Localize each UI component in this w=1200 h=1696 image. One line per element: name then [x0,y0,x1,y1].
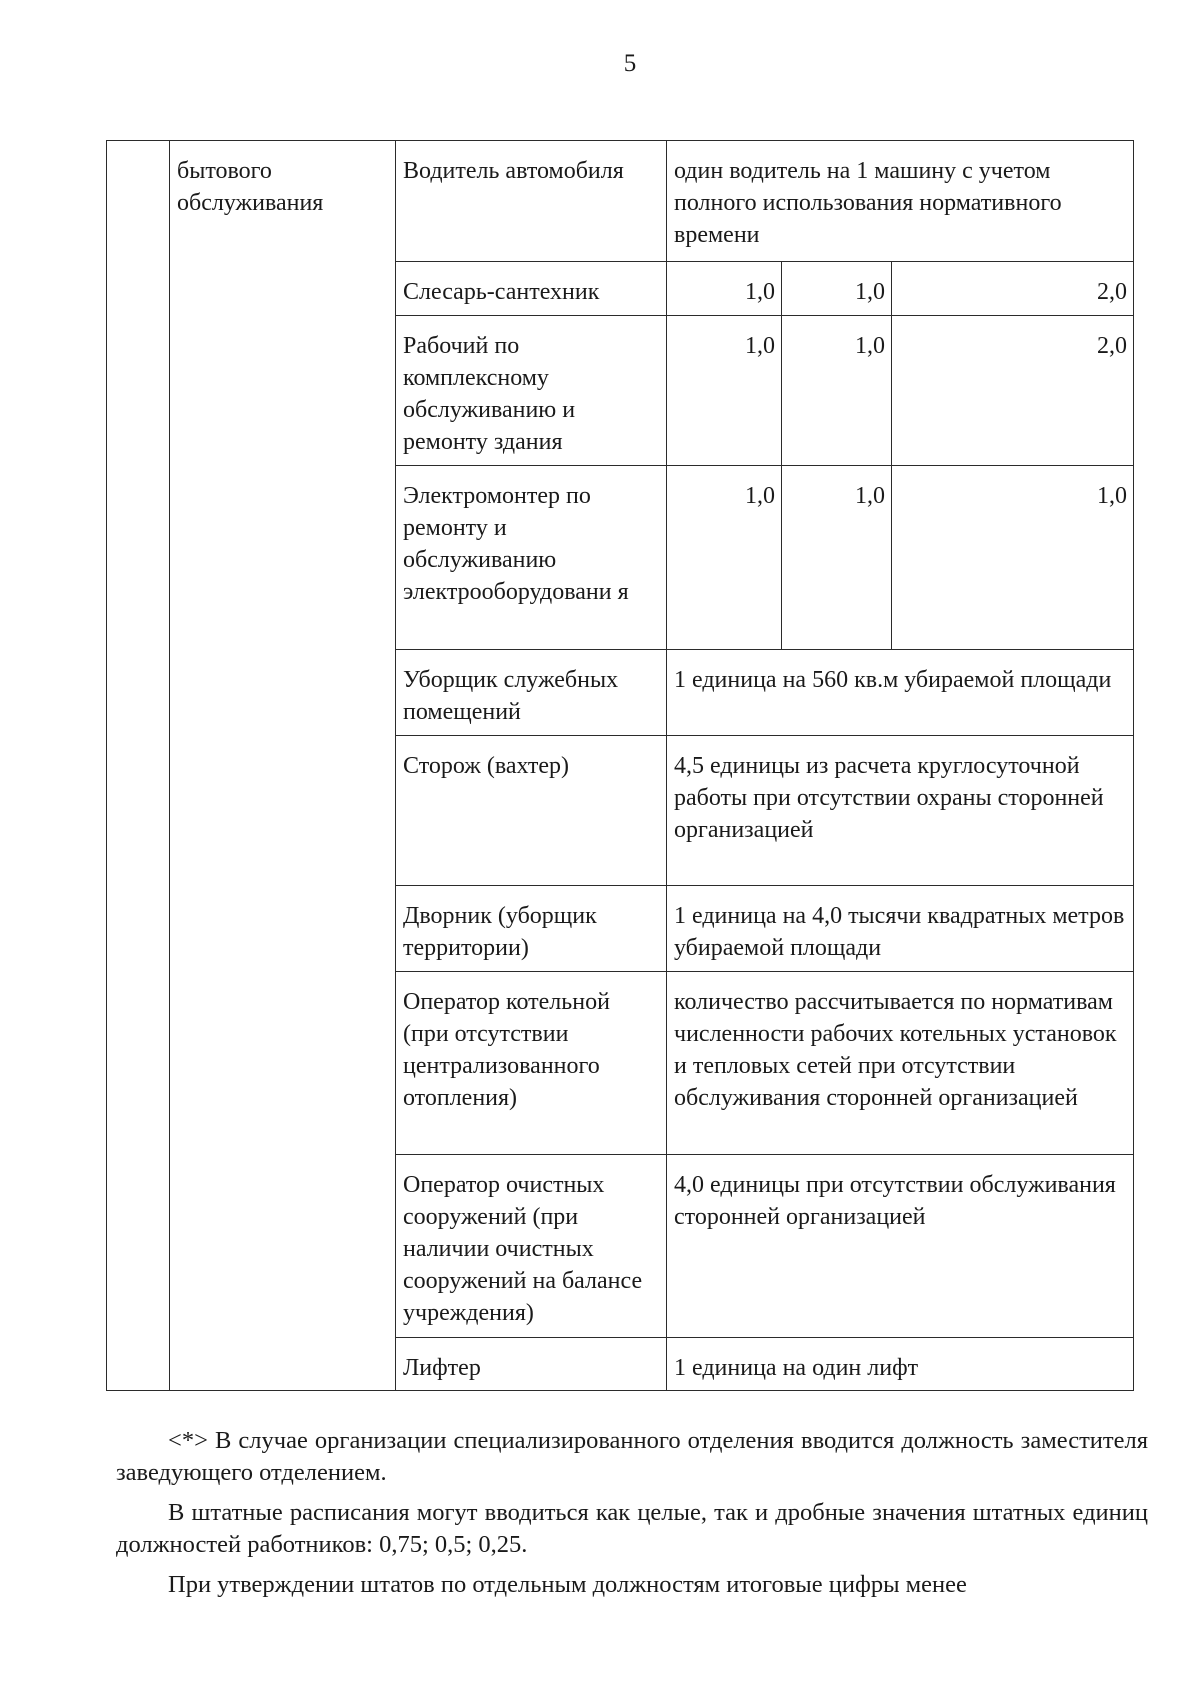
position-cell: Уборщик служебных помещений [396,650,667,736]
position-cell: Дворник (уборщик территории) [396,886,667,972]
position-cell: Рабочий по комплексному обслуживанию и ремонту здания [396,316,667,466]
staffing-norms-table [106,140,1134,1391]
value-cell: 1,0 [782,262,892,316]
position-cell: Слесарь-сантехник [396,262,667,316]
notes-section [116,1425,1148,1609]
value-cell: 2,0 [892,262,1134,316]
norm-cell: 1 единица на один лифт [667,1338,1134,1391]
row-number-cell [107,141,170,1391]
norm-cell: один водитель на 1 машину с учетом полного использования нормативного времени [667,141,1134,262]
staffing-approval-paragraph: При утверждении штатов по отдельным должностям итоговые цифры менее [168,1571,967,1598]
position-cell: Оператор котельной (при отсутствии централизованного отопления) [396,972,667,1155]
norm-cell: 1 единица на 560 кв.м убираемой площади [667,650,1134,736]
value-cell: 1,0 [892,466,1134,650]
norm-cell: 1 единица на 4,0 тысячи квадратных метров убираемой площади [667,886,1134,972]
position-cell: Водитель автомобиля [396,141,667,262]
page-number: 5 [623,50,637,77]
value-cell: 1,0 [667,262,782,316]
norm-cell: 4,5 единицы из расчета круглосуточной работы при отсутствии охраны сторонней организацией [667,736,1134,886]
position-cell: Сторож (вахтер) [396,736,667,886]
table-row [107,141,1134,262]
value-cell: 1,0 [782,316,892,466]
value-cell: 1,0 [667,466,782,650]
value-cell: 1,0 [782,466,892,650]
fractional-units-paragraph: В штатные расписания могут вводиться как целые, так и дробные значения штатных единиц должностей работников: 0,75; 0,5; 0,25. [116,1499,1148,1558]
position-cell: Электромонтер по ремонту и обслуживанию электрооборудовани я [396,466,667,650]
position-cell: Оператор очистных сооружений (при наличии очистных сооружений на балансе учреждения) [396,1155,667,1338]
footnote-paragraph: <*> В случае организации специализированного отделения вводится должность заместителя заведующего отделением. [116,1427,1148,1486]
norm-cell: 4,0 единицы при отсутствии обслуживания сторонней организацией [667,1155,1134,1338]
norm-cell: количество рассчитывается по нормативам численности рабочих котельных установок и тепловых сетей при отсутствии обслуживания сторонней организацией [667,972,1134,1155]
value-cell: 2,0 [892,316,1134,466]
position-cell: Лифтер [396,1338,667,1391]
section-label-cell: бытового обслуживания [170,141,396,1391]
value-cell: 1,0 [667,316,782,466]
